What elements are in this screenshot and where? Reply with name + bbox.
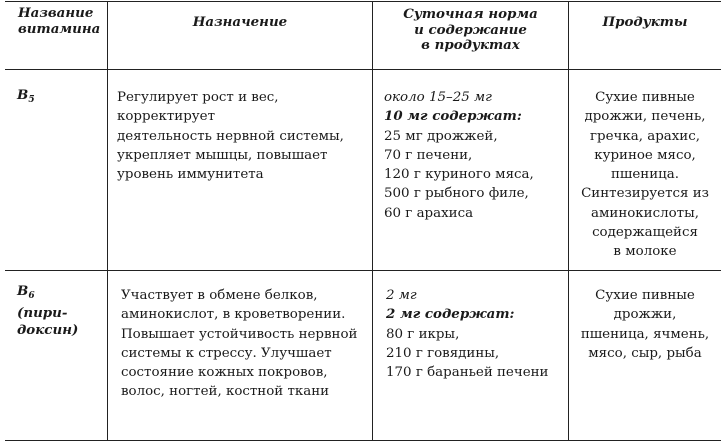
purpose-line: деятельность нервной системы,	[117, 128, 344, 144]
table-bottom-border	[5, 440, 721, 441]
norm-item: 60 г арахиса	[384, 205, 474, 221]
vitamin-b5-products	[570, 88, 720, 262]
products-line: дрожжи,	[613, 307, 677, 323]
vitamin-letter: B	[17, 283, 29, 299]
products-line: Синтезируется из	[581, 186, 709, 202]
norm-item: 170 г бараньей печени	[386, 365, 549, 381]
header-daily-norm-line: Суточная норма	[403, 6, 538, 22]
row-divider	[5, 270, 721, 271]
header-daily-norm-line: в продуктах	[421, 37, 520, 53]
vitamin-b5-norm	[384, 88, 566, 223]
purpose-line: Регулирует рост и вес,	[117, 90, 279, 105]
purpose-line: Участвует в обмене белков,	[121, 288, 318, 303]
norm-intro: 2 мг	[386, 288, 417, 303]
norm-contains: 2 мг содержат:	[386, 306, 515, 323]
col-divider-3	[568, 1, 569, 441]
vitamin-b5-purpose	[117, 88, 369, 184]
purpose-line: состояние кожных покровов,	[121, 365, 328, 381]
purpose-line: Повышает устойчивость нервной	[121, 326, 358, 342]
vitamin-subscript: 5	[28, 95, 35, 105]
purpose-line: корректирует	[117, 109, 215, 125]
header-daily-norm-line: и содержание	[414, 21, 527, 38]
header-purpose-label: Назначение	[192, 14, 288, 30]
vitamin-b5-name	[17, 86, 105, 110]
header-vitamin-name	[18, 6, 106, 37]
purpose-line: системы к стрессу. Улучшает	[121, 345, 332, 361]
header-purpose	[108, 15, 372, 31]
products-line: дрожжи, печень,	[584, 109, 706, 125]
vitamin-b6-name	[17, 283, 105, 339]
col-divider-2	[372, 1, 373, 441]
norm-item: 500 г рыбного филе,	[384, 186, 529, 202]
products-line: Сухие пивные	[595, 90, 695, 105]
products-line: аминокислоты,	[591, 205, 699, 221]
products-line: содержащейся	[592, 225, 698, 241]
header-daily-norm	[373, 7, 568, 54]
products-line: пшеница.	[611, 167, 679, 183]
header-products-label: Продукты	[602, 14, 688, 30]
norm-item: 70 г печени,	[384, 147, 473, 163]
norm-item: 25 мг дрожжей,	[384, 128, 498, 144]
products-line: в молоке	[613, 244, 677, 260]
products-line: гречка, арахис,	[589, 128, 700, 144]
norm-intro: около 15–25 мг	[384, 90, 492, 105]
vitamin-alt-name: (пири-	[17, 305, 68, 321]
vitamin-alt-name: доксин)	[17, 322, 79, 338]
col-divider-1	[107, 1, 108, 441]
vitamin-b6-norm	[386, 286, 566, 382]
purpose-line: укрепляет мышцы, повышает	[117, 147, 328, 163]
norm-contains: 10 мг содержат:	[384, 108, 522, 125]
norm-item: 80 г икры,	[386, 326, 460, 342]
vitamin-label	[17, 283, 105, 305]
purpose-line: волос, ногтей, костной ткани	[121, 384, 330, 400]
header-products	[569, 15, 721, 31]
vitamin-letter: B	[17, 87, 29, 103]
header-vitamin-name-line: Название	[18, 5, 94, 21]
products-line: мясо, сыр, рыба	[588, 345, 702, 361]
purpose-line: аминокислот, в кроветворении.	[121, 307, 346, 323]
vitamin-subscript: 6	[28, 291, 35, 301]
norm-item: 120 г куриного мяса,	[384, 167, 534, 183]
products-line: пшеница, ячмень,	[580, 326, 710, 342]
vitamin-b6-products	[570, 286, 720, 363]
table-top-border	[5, 1, 721, 2]
header-vitamin-name-line: витамина	[18, 20, 101, 37]
products-line: куриное мясо,	[594, 147, 696, 163]
vitamin-b6-purpose	[121, 286, 371, 402]
header-bottom-border	[5, 69, 721, 70]
purpose-line: уровень иммунитета	[117, 167, 264, 183]
products-line: Сухие пивные	[595, 288, 695, 303]
norm-item: 210 г говядины,	[386, 345, 500, 361]
